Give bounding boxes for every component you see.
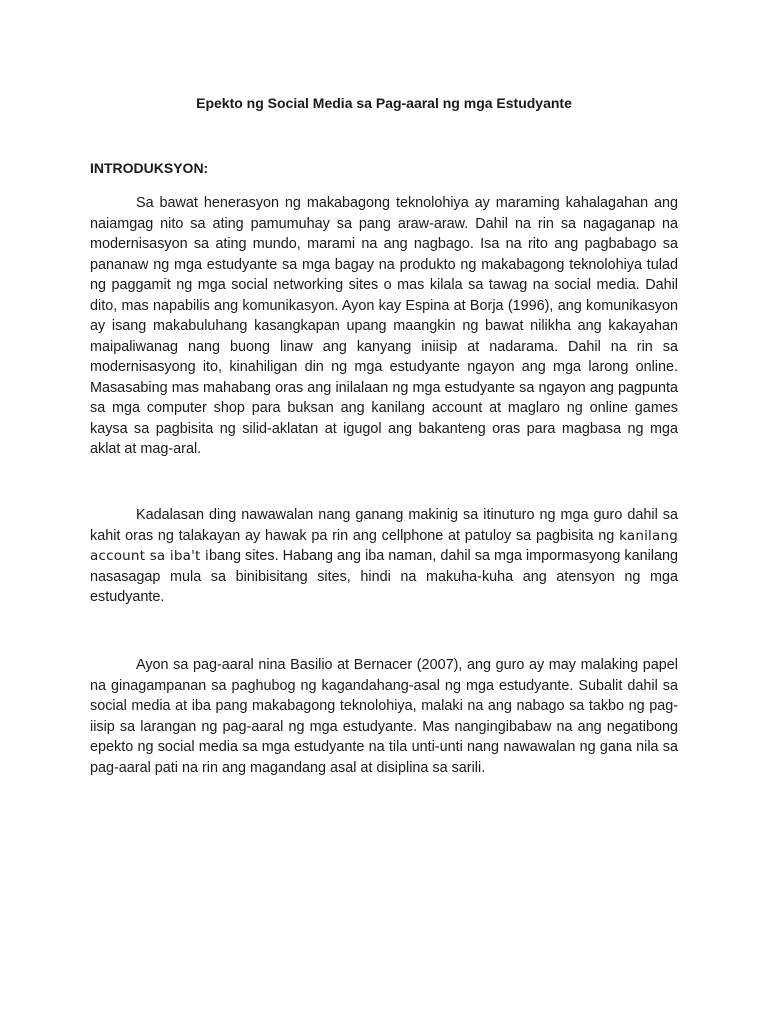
paragraph-1: Sa bawat henerasyon ng makabagong teknolohiya ay maraming kahalagahan ang naiamgag nito sa ating pamumuhay sa pang araw-araw. Dahil na rin sa nagaganap na modernisasyon sa ating mundo, marami na ang nagbago. Isa na rito ang pagbabago sa pananaw ng mga estudyante sa mga bagay na produkto ng makabagong teknolohiya tulad ng paggamit ng mga social networking sites o mas kilala sa tawag na social media. Dahil dito, mas napabilis ang komunikasyon. Ayon kay Espina at Borja (1996), ang komunikasyon ay isang makabuluhang kasangkapan upang maangkin ng bawat nilikha ang kakayahan maipaliwanag nang buong linaw ang kanyang iniisip at nadarama. Dahil na rin sa modernisasyong ito, kinahiligan din ng mga estudyante ngayon ang mga larong online. Masasabing mas mahabang oras ang inilalaan ng mga estudyante sa ngayon ang pagpunta sa mga computer shop para buksan ang kanilang account at maglaro ng online games kaysa sa pagbisita ng silid-aklatan at igugol ang bakanteng oras para magbasa ng mga aklat at mag-aral.	[90, 195, 678, 457]
paragraph-2-text-a: Kadalasan ding nawawalan nang ganang makinig sa itinuturo ng mga guro dahil sa kahit oras ng talakayan ay hawak pa rin ang cellphone at patuloy sa pagbisita ng	[90, 507, 678, 544]
section-heading: INTRODUKSYON:	[90, 160, 209, 176]
paragraph-2-text-c: bang sites. Habang ang iba naman, dahil sa mga impormasyong kanilang nasasagap mula sa binibisitang sites, hindi na makuha-kuha ang atensyon ng mga estudyante.	[90, 548, 678, 605]
paragraph-2	[90, 505, 678, 608]
paragraph-3: Ayon sa pag-aaral nina Basilio at Bernacer (2007), ang guro ay may malaking papel na ginagampanan sa paghubog ng kagandahang-asal ng mga estudyante. Subalit dahil sa social media at iba pang makabagong teknolohiya, malaki na ang nabago sa takbo ng pag-iisip sa larangan ng pag-aaral ng mga estudyante. Mas nangingibabaw na ang negatibong epekto ng social media sa mga estudyante na tila unti-unti nang nawawalan ng gana nila sa pag-aaral pati na rin ang magandang asal at disiplina sa sarili.	[90, 657, 678, 776]
paragraph-2-text-b: kanilang account sa iba't i	[90, 527, 678, 564]
document-title: Epekto ng Social Media sa Pag-aaral ng mga Estudyante	[196, 95, 572, 111]
